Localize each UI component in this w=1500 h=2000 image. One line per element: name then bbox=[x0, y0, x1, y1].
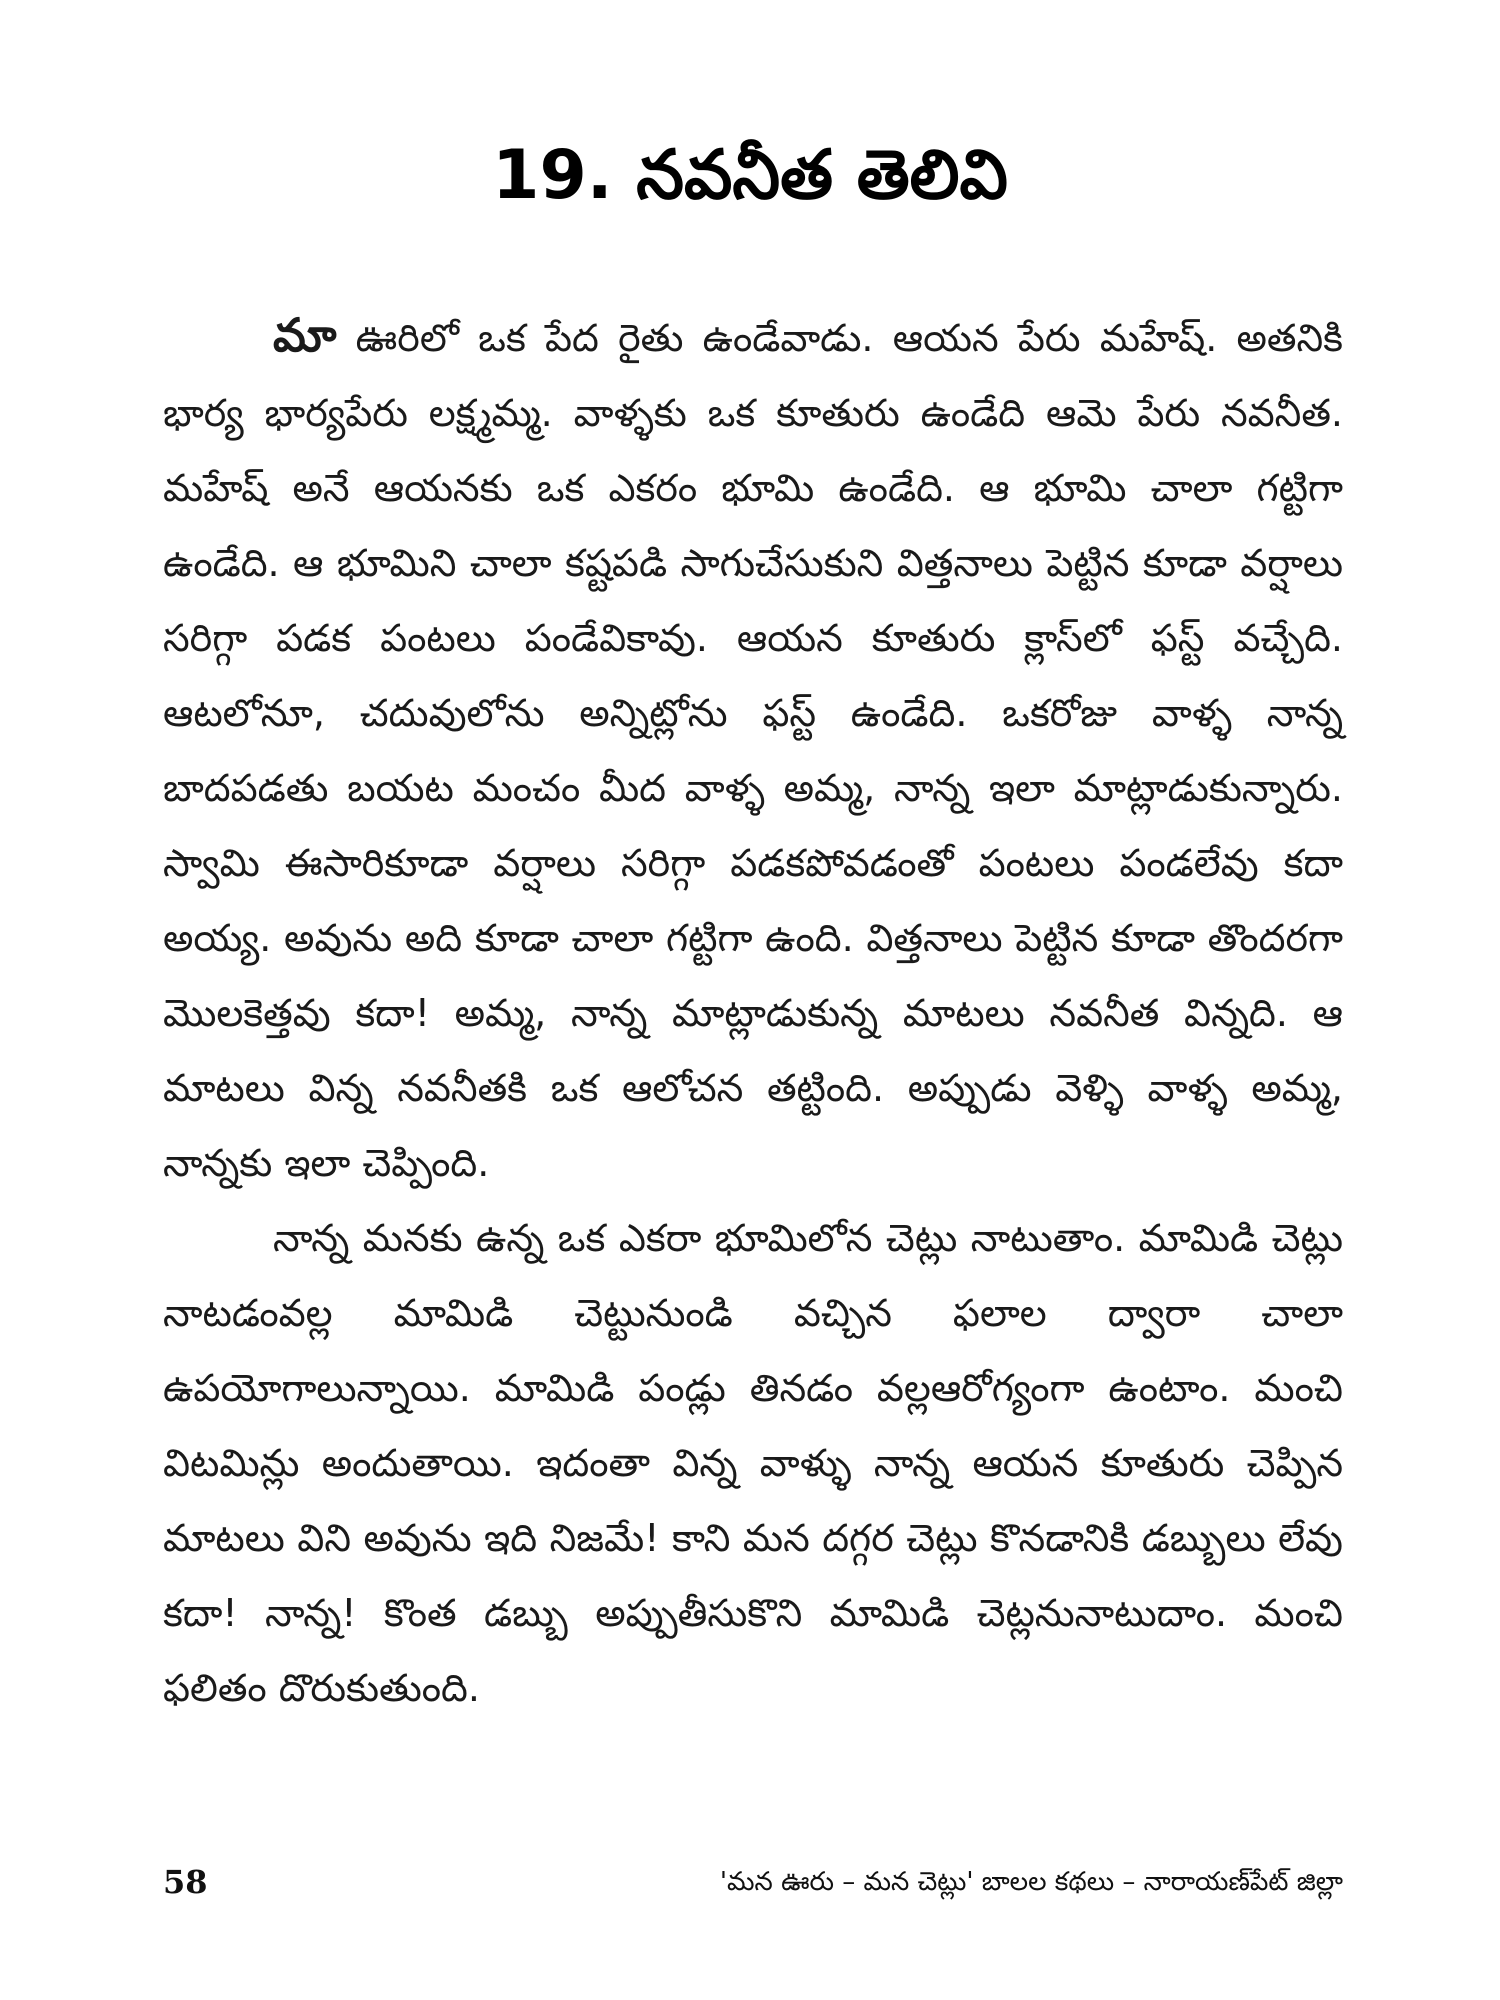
chapter-title: 19. నవనీత తెలివి bbox=[492, 135, 1008, 215]
story-body bbox=[163, 298, 1343, 1726]
page-number: 58 bbox=[163, 1863, 208, 1901]
page-footer bbox=[163, 1862, 1343, 1902]
running-title: 'మన ఊరు – మన చెట్లు' బాలల కథలు – నారాయణ్‌పేట్ జిల్లా bbox=[719, 1867, 1343, 1897]
paragraph-1-text: ఊరిలో ఒక పేద రైతు ఉండేవాడు. ఆయన పేరు మహేష్. అతనికి భార్య భార్యపేరు లక్ష్మమ్మ. వాళ్ళకు ఒక కూతురు ఉండేది ఆమె పేరు నవనీత. మహేష్ అనే ఆయనకు ఒక ఎకరం భూమి ఉండేది. ఆ భూమి చాలా గట్టిగా ఉండేది. ఆ భూమిని చాలా కష్టపడి సాగుచేసుకుని విత్తనాలు పెట్టిన కూడా వర్షాలు సరిగ్గా పడక పంటలు పండేవికావు. ఆయన కూతురు క్లాస్‌లో ఫస్ట్ వచ్చేది. ఆటలోనూ, చదువులోను అన్నిట్లోను ఫస్ట్ ఉండేది. ఒకరోజు వాళ్ళ నాన్న బాదపడతు బయట మంచం మీద వాళ్ళ అమ్మ, నాన్న ఇలా మాట్లాడుకున్నారు. స్వామి ఈసారికూడా వర్షాలు సరిగ్గా పడకపోవడంతో పంటలు పండలేవు కదా అయ్య. అవును అది కూడా చాలా గట్టిగా ఉంది. విత్తనాలు పెట్టిన కూడా తొందరగా మొలకెత్తవు కదా! అమ్మ, నాన్న మాట్లాడుకున్న మాటలు నవనీత విన్నది. ఆ మాటలు విన్న నవనీతకి ఒక ఆలోచన తట్టింది. అప్పుడు వెళ్ళి వాళ్ళ అమ్మ, నాన్నకు ఇలా చెప్పింది. bbox=[163, 316, 1343, 1185]
story-paragraph-2: నాన్న మనకు ఉన్న ఒక ఎకరా భూమిలోన చెట్లు నాటుతాం. మామిడి చెట్లు నాటడంవల్ల మామిడి చెట్టునుండి వచ్చిన ఫలాల ద్వారా చాలా ఉపయోగాలున్నాయి. మామిడి పండ్లు తినడం వల్లఆరోగ్యంగా ఉంటాం. మంచి విటమిన్లు అందుతాయి. ఇదంతా విన్న వాళ్ళు నాన్న ఆయన కూతురు చెప్పిన మాటలు విని అవును ఇది నిజమే! కాని మన దగ్గర చెట్లు కొనడానికి డబ్బులు లేవు కదా! నాన్న! కొంత డబ్బు అప్పుతీసుకొని మామిడి చెట్లనునాటుదాం. మంచి ఫలితం దొరుకుతుంది. bbox=[163, 1216, 1343, 1710]
story-paragraph-1 bbox=[163, 298, 1343, 1201]
paragraph-lead-word: మా bbox=[273, 308, 337, 362]
